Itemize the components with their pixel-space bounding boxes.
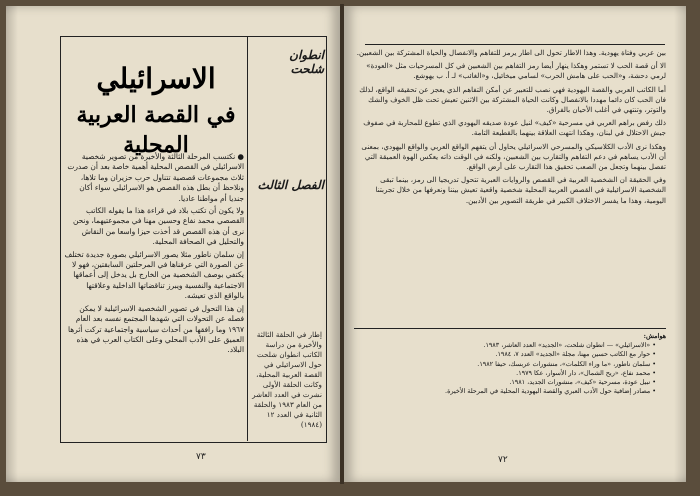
paragraph: إن سلمان ناطور مثلا يصور الاسرائيلي بصورة جديدة تختلف عن الصورة التي عرفناها في المرحلتين السابقتين، فهو لا يكتفي بوصف الشخصية من الخارج بل يدخل إلى أعماقها الاجتماعية والنفسية ويبرز تناقضاتها الداخلية وعلاقتها بالواقع الذي تعيشه.	[64, 249, 244, 301]
right-edge-shadow	[674, 6, 686, 482]
paragraph: ذلك رفض براهم العربي في مسرحية «كيف» لنيل عودة صديقه اليهودي الذي تطوع للمحاربة في صفوف جيش الاحتلال في لبنان، وهكذا انتهت العلاقة بينهما بالقطيعة التامة.	[363, 118, 666, 138]
header-rule	[365, 44, 665, 45]
paragraph: الا أن قصة الحب لا تستمر وهكذا ينهار أيضا رمز التفاهم بين الشعبين في كل المسرحيات مثل «العودة» لرمي دحشة، و«الحب على هامش الحرب» لسامي ميخائيل، و«الغائب» لـ أ. ب يهوشع.	[366, 61, 666, 81]
author-name: انطوان شلحت	[289, 48, 324, 76]
article-title	[66, 62, 246, 160]
paragraph: ● نكتسب المرحلة الثالثة والأخيرة من تصوير شخصية الاسرائيلي في القصص المحلية أهمية خاصة بعد أن صدرت ثلاث مجموعات قصصية تتناول حرب حزيران وما تلاها، ونلاحظ أن بطل هذه القصص هو الاسرائيلي سواء أكان جنديا أم مواطنا عاديا.	[67, 152, 244, 203]
paragraph: وفي الحقيقة ان الشخصية العربية في القصص والروايات العبرية تتحول تدريجيا الى رمز، بينما تبقى الشخصية الاسرائيلية في القصص العربية المحلية شخصية واقعية تعيش بيننا ونعرفها من خلال تجربتنا اليومية، وهذا ما يفسر الاختلاف الكبير في طريقة التصوير بين الأدبين.	[375, 175, 666, 205]
paragraph: بين عربي وفتاة يهودية. وهذا الاطار تحول الى اطار يرمز للتفاهم والانفصال والحياة المشتركة بين الشعبين.	[356, 48, 666, 57]
chapter-heading: الفصل الثالث	[257, 178, 324, 192]
footnotes	[354, 332, 666, 396]
sidebar-note: إطار في الحلقة الثالثة والأخيرة من دراسة الكاتب انطوان شلحت حول الاسرائيلي في القصة العربية المحلية، وكانت الحلقة الأولى نشرت في العدد العاشر من العام ١٩٨٣ والحلقة الثانية في العدد ١٢ (١٩٨٤)	[252, 330, 322, 429]
footnotes-title: هوامش:	[643, 332, 666, 340]
footnote-rule	[354, 328, 666, 329]
book-gutter	[340, 4, 344, 484]
footnote-item: • نبيل عودة، مسرحية «كيف»، منشورات الجديد، ١٩٨١.	[354, 378, 656, 387]
footnote-list	[354, 341, 666, 396]
footnote-item: • «الاسرائيلي» — انطوان شلحت، «الجديد» العدد العاشر، ١٩٨٣.	[354, 341, 656, 350]
footnote-item: • مصادر إضافية حول الأدب العبري والقصة اليهودية المحلية في المرحلة الأخيرة.	[354, 387, 656, 396]
footnote-item: • محمد نفاع، «ريح الشمال»، دار الأسوار، عكا ١٩٧٩.	[354, 369, 656, 378]
footnote-item: • سلمان ناطور، «ما وراء الكلمات»، منشورات عربسك، حيفا ١٩٨٢.	[354, 360, 656, 369]
left-body-text	[64, 152, 244, 358]
right-body-text	[354, 48, 666, 209]
paragraph: أما الكاتب العربي والقصة اليهودية فهي نصب للتعبير عن أمكن التفاهم الذي يعجز عن تحقيقه الواقع، لذلك فان الحب كان دائما مهددا بالانفصال وكانت الحياة المشتركة بين الاثنين تعيش تحت ظل الخوف والشك والتوتر، وتنتهي في أغلب الأحيان بالفراق.	[359, 84, 666, 115]
page-number-left: ٧٣	[196, 452, 206, 462]
left-edge-shadow	[6, 6, 18, 482]
column-divider	[247, 36, 248, 441]
paragraph: ولا يكون أن تكتب بلاد في قراءة هذا ما يقوله الكاتب القصصي محمد نفاع وحسين مهنا في مجموعتيهما، ونحن نرى أن هذه القصص قد أخذت حيزا واسعا من النقاش والتحليل في الصحافة المحلية.	[73, 206, 244, 247]
title-line-2: في القصة العربية المحلية	[76, 102, 236, 158]
paragraph: إن هذا التحول في تصوير الشخصية الاسرائيلية لا يمكن فصله عن التحولات التي شهدها المجتمع نفسه بعد العام ١٩٦٧ وما رافقها من أحداث سياسية واجتماعية تركت أثرها العميق على الأدب المحلي وعلى الكتاب العرب في هذه البلاد.	[68, 303, 244, 355]
title-line-1: الاسرائيلي	[96, 62, 216, 95]
paragraph: وهكذا نرى الأدب الكلاسيكي والمسرحي الاسرائيلي يحاول أن يتفهم الواقع العربي والواقع اليهودي، بمعنى أن الأدب يساهم في دعم التفاهم والتقارب بين الشعبين، ولكنه في الوقت ذاته يعكس الهوة العميقة التي تفصل بينهما وتجعل من الصعب تحقيق هذا التقارب على أرض الواقع.	[361, 141, 666, 172]
page-number-right: ٧٢	[498, 455, 508, 465]
footnote-item: • حوار مع الكاتب حسين مهنا، مجلة «الجديد» العدد ٧، ١٩٨٤.	[354, 350, 656, 359]
